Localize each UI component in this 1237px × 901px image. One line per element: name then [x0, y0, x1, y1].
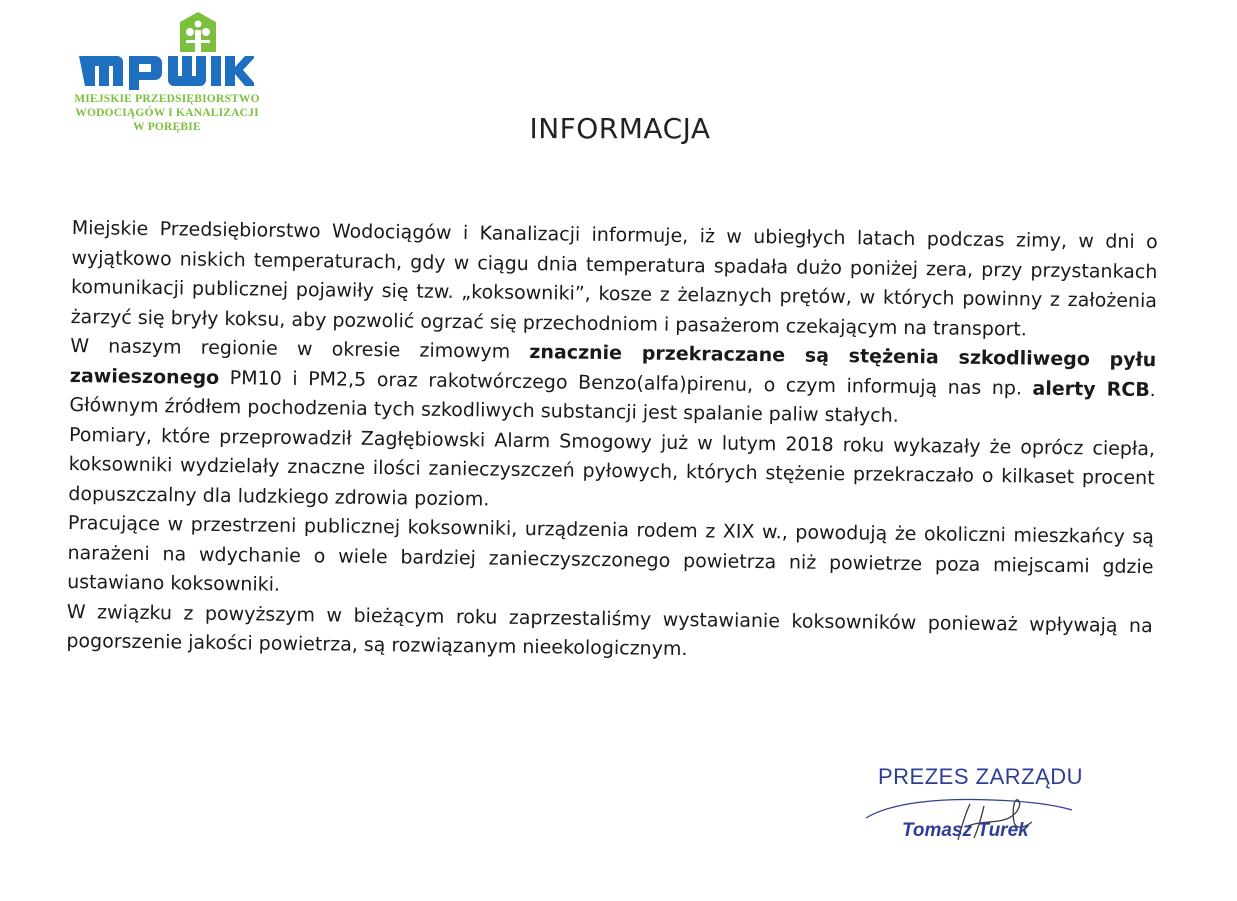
body-paragraph: [67, 509, 1154, 612]
company-name-line-2: WODOCIĄGÓW I KANALIZACJI: [75, 107, 259, 119]
signature-role: PREZES ZARZĄDU: [878, 764, 1084, 789]
document-body: [66, 214, 1158, 671]
mpwik-logo-mark: [74, 8, 254, 98]
house-tree-emblem: [180, 12, 216, 52]
company-name-line-1: MIEJSKIE PRZEDSIĘBIORSTWO: [74, 93, 260, 105]
paragraph-text: Miejskie Przedsiębiorstwo Wodociągów i Kanalizacji informuje, iż w ubiegłych latach podczas zimy, w dni o wyjątkowo niskich temperaturach, gdy w ciągu dnia temperatura spadała dużo poniżej zera, przy przystankach komunikacji publicznej pojawiły się tzw. „koksowniki”, kosze z żelaznych prętów, w których powinny z założenia żarzyć się bryły koksu, aby pozwolić ogrzać się przechodniom i pasażerom czekającym na transport.: [70, 216, 1158, 341]
signature-block: [862, 762, 1092, 862]
company-name: [62, 92, 272, 134]
company-name-line-3: W PORĘBIE: [133, 121, 201, 133]
emphasized-text: alerty RCB: [1032, 377, 1150, 401]
paragraph-text: PM10 i PM2,5 oraz rakotwórczego Benzo(alfa)pirenu, o czym informują nas np.: [219, 366, 1033, 400]
mpwik-wordmark: [79, 56, 254, 90]
company-logo: [62, 8, 272, 138]
body-paragraph: [68, 420, 1155, 523]
paragraph-text: W związku z powyższym w bieżącym roku zaprzestaliśmy wystawianie koksowników ponieważ wpływają na pogorszenie jakości powietrza, są rozwiązanym nieekologicznym.: [66, 600, 1153, 661]
paragraph-text: W naszym regionie w okresie zimowym: [70, 334, 530, 363]
paragraph-text: Pomiary, które przeprowadził Zagłębiowski Alarm Smogowy już w lutym 2018 roku wykazały że oprócz ciepła, koksowniki wydzielały znaczne ilości zanieczyszczeń pyłowych, których stężenie przekraczało o kilkaset procent dopuszczalny dla ludzkiego zdrowia poziom.: [68, 423, 1156, 510]
emphasized-text: znacznie przekraczane są stężenia szkodliwego pyłu zawieszonego: [69, 340, 1157, 389]
body-paragraph: [70, 214, 1157, 346]
document-title: INFORMACJA: [529, 112, 711, 145]
paragraph-text: . Głównym źródłem pochodzenia tych szkodliwych substancji jest spalanie paliw stałych.: [69, 378, 1156, 427]
body-paragraph: [69, 332, 1156, 435]
signature-name: Tomasz Turek: [902, 820, 1029, 841]
paragraph-text: Pracujące w przestrzeni publicznej koksowniki, urządzenia rodem z XIX w., powodują że okoliczni mieszkańcy są narażeni na wdychanie o wiele bardziej zanieczyszczonego powietrza niż powietrze poza miejscami gdzie ustawiano koksowniki.: [67, 511, 1155, 596]
